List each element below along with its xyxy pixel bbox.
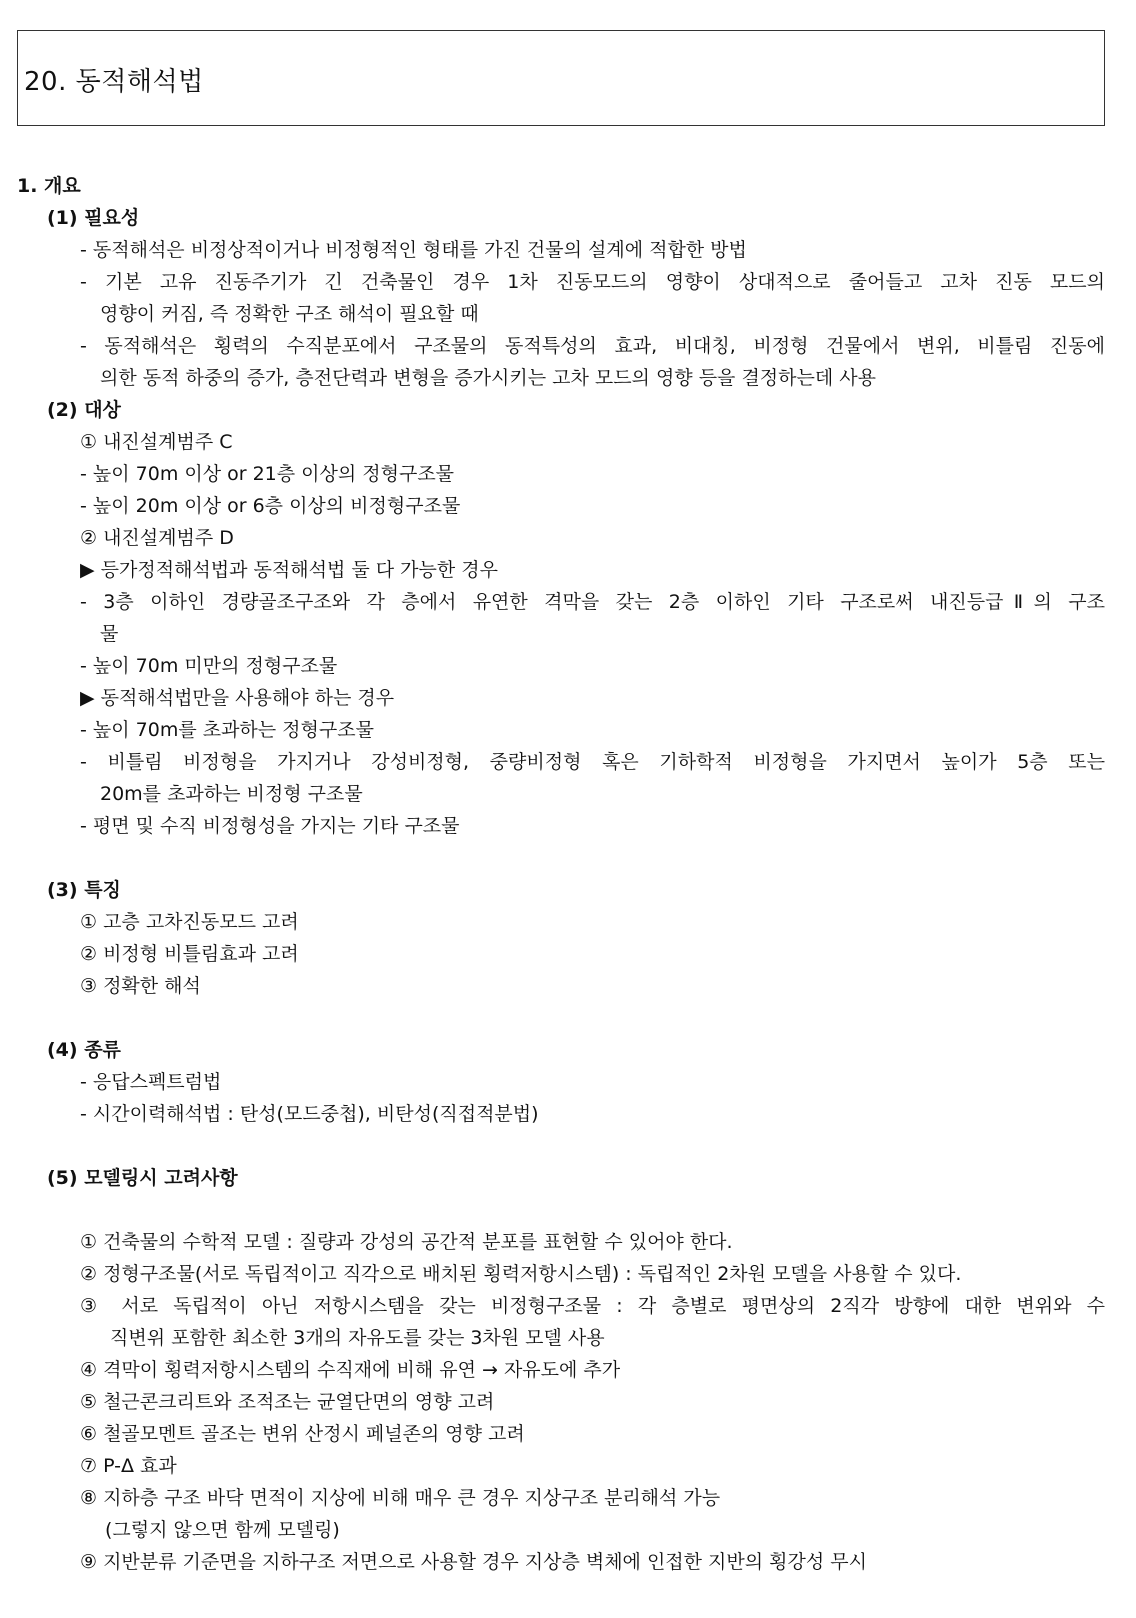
target-item-9: - 높이 70m를 초과하는 정형구조물 (80, 719, 374, 741)
target-item-10: - 비틀림 비정형을 가지거나 강성비정형, 중량비정형 혹은 기하학적 비정형을 가지면서 높이가 5층 또는 (80, 751, 1105, 773)
modeling-item-4: ④ 격막이 횡력저항시스템의 수직재에 비해 유연 → 자유도에 추가 (80, 1359, 621, 1381)
feature-item-1: ① 고층 고차진동모드 고려 (80, 911, 299, 933)
target-item-4: ② 내진설계범주 D (80, 527, 234, 549)
heading-modeling: (5) 모델링시 고려사항 (47, 1167, 238, 1189)
modeling-item-3: ③ 서로 독립적이 아닌 저항시스템을 갖는 비정형구조물 : 각 층별로 평면상의 2직각 방향에 대한 변위와 수 (80, 1295, 1105, 1317)
need-bullet-2-cont: 영향이 커짐, 즉 정확한 구조 해석이 필요할 때 (100, 303, 479, 325)
target-item-3: - 높이 20m 이상 or 6층 이상의 비정형구조물 (80, 495, 461, 517)
target-item-6-cont: 물 (100, 623, 119, 645)
need-bullet-3-cont: 의한 동적 하중의 증가, 층전단력과 변형을 증가시키는 고차 모드의 영향 등을 결정하는데 사용 (100, 367, 876, 389)
modeling-item-3-cont: 직변위 포함한 최소한 3개의 자유도를 갖는 3차원 모델 사용 (110, 1327, 605, 1349)
heading-features: (3) 특징 (47, 879, 121, 901)
title-box (17, 30, 1105, 126)
modeling-item-7: ⑦ P-Δ 효과 (80, 1455, 177, 1477)
target-item-7: - 높이 70m 미만의 정형구조물 (80, 655, 338, 677)
modeling-item-9: ⑨ 지반분류 기준면을 지하구조 저면으로 사용할 경우 지상층 벽체에 인접한 지반의 횡강성 무시 (80, 1551, 867, 1573)
target-item-1: ① 내진설계범주 C (80, 431, 233, 453)
target-item-11: - 평면 및 수직 비정형성을 가지는 기타 구조물 (80, 815, 460, 837)
modeling-item-8-cont: (그렇지 않으면 함께 모델링) (105, 1519, 340, 1541)
heading-target: (2) 대상 (47, 399, 121, 421)
heading-types: (4) 종류 (47, 1039, 121, 1061)
page-title: 20. 동적해석법 (24, 67, 204, 97)
modeling-item-5: ⑤ 철근콘크리트와 조적조는 균열단면의 영향 고려 (80, 1391, 495, 1413)
modeling-item-2: ② 정형구조물(서로 독립적이고 직각으로 배치된 횡력저항시스템) : 독립적인 2차원 모델을 사용할 수 있다. (80, 1263, 962, 1285)
target-item-2: - 높이 70m 이상 or 21층 이상의 정형구조물 (80, 463, 455, 485)
target-item-6: - 3층 이하인 경량골조구조와 각 층에서 유연한 격막을 갖는 2층 이하인 기타 구조로써 내진등급Ⅱ의 구조 (80, 591, 1105, 613)
target-item-5: ▶ 등가정적해석법과 동적해석법 둘 다 가능한 경우 (80, 559, 498, 581)
modeling-item-1: ① 건축물의 수학적 모델 : 질량과 강성의 공간적 분포를 표현할 수 있어야 한다. (80, 1231, 733, 1253)
target-item-10-cont: 20m를 초과하는 비정형 구조물 (100, 783, 363, 805)
need-bullet-1: - 동적해석은 비정상적이거나 비정형적인 형태를 가진 건물의 설계에 적합한 방법 (80, 239, 747, 261)
section-heading: 1. 개요 (17, 175, 81, 197)
modeling-item-8: ⑧ 지하층 구조 바닥 면적이 지상에 비해 매우 큰 경우 지상구조 분리해석 가능 (80, 1487, 721, 1509)
need-bullet-3: - 동적해석은 횡력의 수직분포에서 구조물의 동적특성의 효과, 비대칭, 비정형 건물에서 변위, 비틀림 진동에 (80, 335, 1105, 357)
heading-need: (1) 필요성 (47, 207, 140, 229)
type-item-1: - 응답스펙트럼법 (80, 1071, 222, 1093)
need-bullet-2: - 기본 고유 진동주기가 긴 건축물인 경우 1차 진동모드의 영향이 상대적으로 줄어들고 고차 진동 모드의 (80, 271, 1105, 293)
target-item-8: ▶ 동적해석법만을 사용해야 하는 경우 (80, 687, 395, 709)
feature-item-3: ③ 정확한 해석 (80, 975, 201, 997)
modeling-item-6: ⑥ 철골모멘트 골조는 변위 산정시 페널존의 영향 고려 (80, 1423, 525, 1445)
type-item-2: - 시간이력해석법 : 탄성(모드중첩), 비탄성(직접적분법) (80, 1103, 539, 1125)
feature-item-2: ② 비정형 비틀림효과 고려 (80, 943, 299, 965)
